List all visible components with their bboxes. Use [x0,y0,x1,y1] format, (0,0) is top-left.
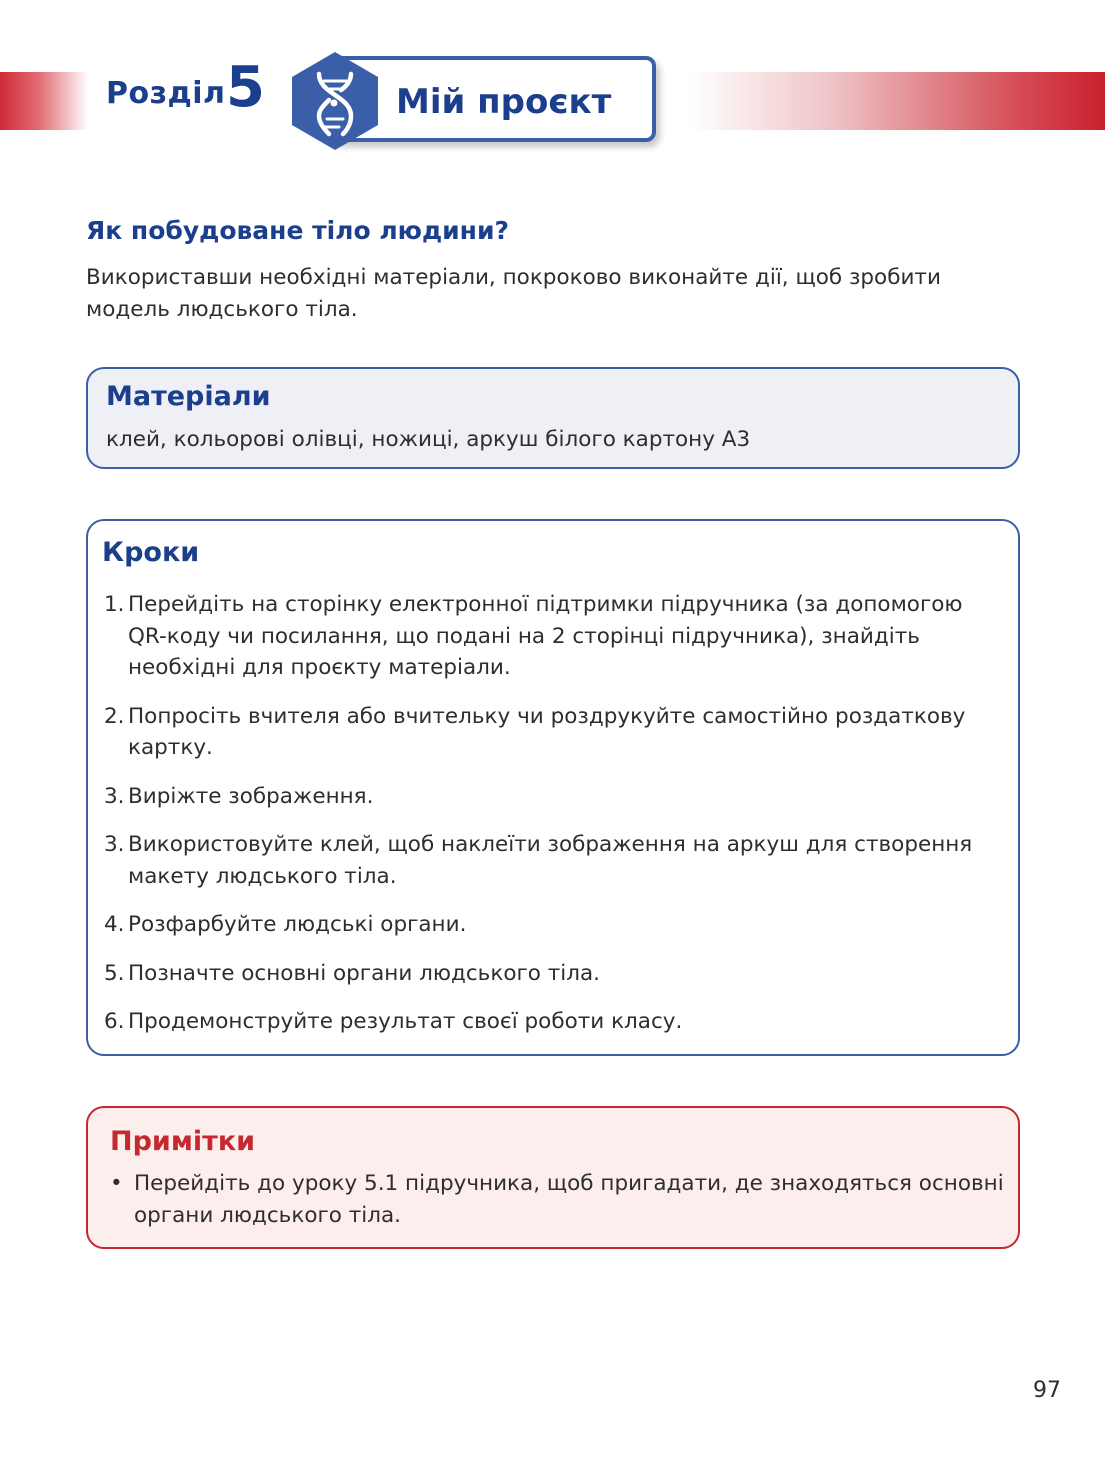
step-number: 2. [104,703,125,729]
step-item [104,958,1004,990]
step-text: Позначте основні органи людського тіла. [128,960,601,986]
step-item [104,829,1004,892]
step-item [104,589,1004,684]
step-number: 6. [104,1009,125,1034]
step-item [104,701,1004,764]
header-band-left [0,72,88,130]
notes-box [86,1106,1020,1249]
step-number: 3. [104,832,125,857]
steps-title: Кроки [102,537,200,568]
materials-box [86,367,1020,469]
page-number: 97 [1033,1378,1061,1403]
step-text: Попросіть вчителя або вчительку чи роздрукуйте самостійно роздаткову картку. [128,703,966,760]
chapter-number: 5 [226,55,265,120]
chapter-label: Розділ [106,76,226,111]
steps-box [86,519,1020,1056]
step-number: 5. [104,960,125,986]
intro-text: Використавши необхідні матеріали, покроково виконайте дії, щоб зробити модель людського тіла. [86,265,941,322]
section-heading: Як побудоване тіло людини? [86,216,509,245]
step-text: Виріжте зображення. [128,783,374,809]
steps-list [104,589,1004,1055]
note-text: Перейдіть до уроку 5.1 підручника, щоб пригадати, де знаходяться основні органи людського тіла. [134,1171,1004,1228]
step-number: 1. [104,592,125,617]
bullet-icon: • [110,1171,123,1196]
dna-icon [289,50,381,152]
notes-title: Примітки [110,1126,256,1157]
step-text: Перейдіть на сторінку електронної підтримки підручника (за допомогою QR-коду чи посилання, що подані на 2 сторінці підручника), знайдіть необхідні для проєкту матеріали. [128,592,963,680]
step-item [104,909,1004,941]
materials-title: Матеріали [106,381,271,412]
step-number: 3. [104,783,125,809]
materials-text: клей, кольорові олівці, ножиці, аркуш білого картону А3 [106,427,751,452]
note-item [110,1168,1014,1232]
step-text: Розфарбуйте людські органи. [128,912,467,937]
step-text: Продемонструйте результат своєї роботи класу. [128,1009,683,1034]
header-band-right [688,72,1105,130]
step-number: 4. [104,912,125,937]
step-text: Використовуйте клей, щоб наклеїти зображення на аркуш для створення макету людського тіла. [128,832,973,889]
step-item [104,1006,1004,1038]
project-title: Мій проєкт [396,82,612,122]
step-item [104,781,1004,813]
